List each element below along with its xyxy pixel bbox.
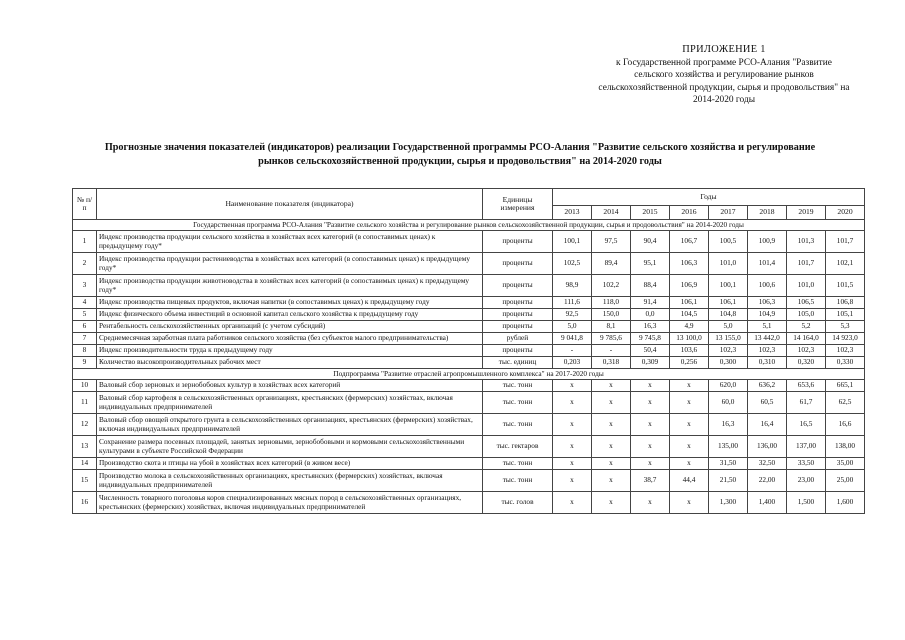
value-cell: 0,203: [553, 357, 592, 369]
value-cell: 100,5: [709, 231, 748, 253]
value-cell: х: [631, 380, 670, 392]
row-number: 11: [73, 392, 97, 414]
header-years: Годы: [553, 189, 865, 206]
value-cell: 1,300: [709, 492, 748, 514]
value-cell: 653,6: [787, 380, 826, 392]
value-cell: 101,7: [826, 231, 865, 253]
section-row: [73, 220, 865, 231]
value-cell: х: [670, 380, 709, 392]
appendix-block: [579, 44, 869, 107]
value-cell: 21,50: [709, 470, 748, 492]
value-cell: х: [631, 436, 670, 458]
value-cell: 1,600: [826, 492, 865, 514]
value-cell: 104,9: [748, 309, 787, 321]
row-number: 6: [73, 321, 97, 333]
table-row: [73, 357, 865, 369]
value-cell: 13 100,0: [670, 333, 709, 345]
header-year-2014: 2014: [592, 206, 631, 220]
appendix-line: сельского хозяйства и регулирование рынков: [634, 70, 814, 81]
value-cell: 8,1: [592, 321, 631, 333]
value-cell: 135,00: [709, 436, 748, 458]
value-cell: х: [592, 392, 631, 414]
row-number: 16: [73, 492, 97, 514]
value-cell: 5,0: [709, 321, 748, 333]
value-cell: 9 785,6: [592, 333, 631, 345]
value-cell: х: [592, 436, 631, 458]
value-cell: 25,00: [826, 470, 865, 492]
value-cell: 104,8: [709, 309, 748, 321]
indicator-name: Валовый сбор овощей открытого грунта в сельскохозяйственных организациях, крестьянских (фермерских) хозяйствах, включая индивидуальных предпринимателей: [97, 414, 483, 436]
unit-cell: проценты: [483, 231, 553, 253]
value-cell: 102,3: [826, 345, 865, 357]
value-cell: х: [670, 392, 709, 414]
header-year-2015: 2015: [631, 206, 670, 220]
header-name: Наименование показателя (индикатора): [97, 189, 483, 220]
value-cell: 60,5: [748, 392, 787, 414]
document-title-line: рынков сельскохозяйственной продукции, сырья и продовольствия" на 2014-2020 годы: [258, 155, 662, 167]
value-cell: 0,256: [670, 357, 709, 369]
row-number: 13: [73, 436, 97, 458]
unit-cell: тыс. тонн: [483, 458, 553, 470]
row-number: 10: [73, 380, 97, 392]
value-cell: 150,0: [592, 309, 631, 321]
value-cell: х: [631, 414, 670, 436]
indicator-name: Индекс производства продукции растениеводства в хозяйствах всех категорий (в сопоставимых ценах) к предыдущему году*: [97, 253, 483, 275]
value-cell: 16,5: [787, 414, 826, 436]
header-unit: Единицы измерения: [483, 189, 553, 220]
indicator-name: Валовый сбор картофеля в сельскохозяйственных организациях, крестьянских (фермерских) хозяйствах, включая индивидуальных предпринимателей: [97, 392, 483, 414]
unit-cell: проценты: [483, 309, 553, 321]
header-year-2013: 2013: [553, 206, 592, 220]
value-cell: 33,50: [787, 458, 826, 470]
header-year-2018: 2018: [748, 206, 787, 220]
unit-cell: тыс. тонн: [483, 392, 553, 414]
value-cell: 31,50: [709, 458, 748, 470]
indicator-name: Производство скота и птицы на убой в хозяйствах всех категорий (в живом весе): [97, 458, 483, 470]
table-row: [73, 436, 865, 458]
table-row: [73, 414, 865, 436]
value-cell: х: [631, 392, 670, 414]
value-cell: 101,3: [787, 231, 826, 253]
unit-cell: тыс. тонн: [483, 380, 553, 392]
value-cell: 91,4: [631, 297, 670, 309]
row-number: 7: [73, 333, 97, 345]
indicator-name: Индекс производства пищевых продуктов, включая напитки (в сопоставимых ценах) к предыдущему году: [97, 297, 483, 309]
value-cell: х: [553, 492, 592, 514]
table-row: [73, 297, 865, 309]
value-cell: 101,4: [748, 253, 787, 275]
value-cell: 5,1: [748, 321, 787, 333]
value-cell: 102,5: [553, 253, 592, 275]
value-cell: 61,7: [787, 392, 826, 414]
table-row: [73, 492, 865, 514]
value-cell: 136,00: [748, 436, 787, 458]
value-cell: 665,1: [826, 380, 865, 392]
value-cell: 101,0: [709, 253, 748, 275]
value-cell: х: [553, 380, 592, 392]
header-year-2019: 2019: [787, 206, 826, 220]
row-number: 12: [73, 414, 97, 436]
value-cell: х: [592, 492, 631, 514]
value-cell: 0,0: [631, 309, 670, 321]
value-cell: 44,4: [670, 470, 709, 492]
indicator-name: Среднемесячная заработная плата работников сельского хозяйства (без субъектов малого предпринимательства): [97, 333, 483, 345]
value-cell: х: [553, 414, 592, 436]
value-cell: 16,6: [826, 414, 865, 436]
value-cell: х: [670, 458, 709, 470]
value-cell: 1,500: [787, 492, 826, 514]
table-row: [73, 231, 865, 253]
indicator-name: Производство молока в сельскохозяйственных организациях, крестьянских (фермерских) хозяйствах, включая индивидуальных предпринимателей: [97, 470, 483, 492]
value-cell: х: [553, 470, 592, 492]
value-cell: 106,7: [670, 231, 709, 253]
value-cell: 0,300: [709, 357, 748, 369]
indicators-table: [72, 188, 865, 514]
value-cell: 102,3: [787, 345, 826, 357]
unit-cell: тыс. тонн: [483, 470, 553, 492]
unit-cell: проценты: [483, 345, 553, 357]
value-cell: 14 164,0: [787, 333, 826, 345]
value-cell: 89,4: [592, 253, 631, 275]
value-cell: 636,2: [748, 380, 787, 392]
indicator-name: Количество высокопроизводительных рабочих мест: [97, 357, 483, 369]
row-number: 1: [73, 231, 97, 253]
value-cell: 16,3: [709, 414, 748, 436]
value-cell: 0,310: [748, 357, 787, 369]
value-cell: 14 923,0: [826, 333, 865, 345]
value-cell: 1,400: [748, 492, 787, 514]
value-cell: 101,7: [787, 253, 826, 275]
value-cell: 106,9: [670, 275, 709, 297]
value-cell: 23,00: [787, 470, 826, 492]
header-num: № п/п: [73, 189, 97, 220]
value-cell: 101,5: [826, 275, 865, 297]
value-cell: 104,5: [670, 309, 709, 321]
value-cell: 0,318: [592, 357, 631, 369]
value-cell: 32,50: [748, 458, 787, 470]
value-cell: 103,6: [670, 345, 709, 357]
value-cell: 88,4: [631, 275, 670, 297]
value-cell: х: [670, 492, 709, 514]
value-cell: 5,3: [826, 321, 865, 333]
section-title: Государственная программа РСО-Алания "Развитие сельского хозяйства и регулирование рынков сельскохозяйственной продукции, сырья и продовольствия" на 2014-2020 годы: [73, 220, 865, 231]
value-cell: 9 041,8: [553, 333, 592, 345]
appendix-header: ПРИЛОЖЕНИЕ 1: [682, 44, 766, 55]
value-cell: 5,2: [787, 321, 826, 333]
value-cell: 4,9: [670, 321, 709, 333]
value-cell: 100,6: [748, 275, 787, 297]
table-row: [73, 458, 865, 470]
indicator-name: Сохранение размера посевных площадей, занятых зерновыми, зернобобовыми и кормовыми сельскохозяйственными культурами в субъекте Российской Федерации: [97, 436, 483, 458]
value-cell: 5,0: [553, 321, 592, 333]
value-cell: х: [631, 458, 670, 470]
value-cell: 13 155,0: [709, 333, 748, 345]
unit-cell: проценты: [483, 253, 553, 275]
value-cell: 106,1: [709, 297, 748, 309]
header-year-2017: 2017: [709, 206, 748, 220]
value-cell: 16,3: [631, 321, 670, 333]
value-cell: 97,5: [592, 231, 631, 253]
table-row: [73, 275, 865, 297]
value-cell: 0,320: [787, 357, 826, 369]
indicator-name: Индекс физического объема инвестиций в основной капитал сельского хозяйства к предыдущему году: [97, 309, 483, 321]
value-cell: х: [670, 414, 709, 436]
value-cell: 0,309: [631, 357, 670, 369]
value-cell: 102,2: [592, 275, 631, 297]
value-cell: 50,4: [631, 345, 670, 357]
row-number: 3: [73, 275, 97, 297]
value-cell: 60,0: [709, 392, 748, 414]
indicator-name: Рентабельность сельскохозяйственных организаций (с учетом субсидий): [97, 321, 483, 333]
table-row: [73, 333, 865, 345]
value-cell: 106,5: [787, 297, 826, 309]
value-cell: х: [670, 436, 709, 458]
document-title-line: Прогнозные значения показателей (индикаторов) реализации Государственной программы РСО-Алания "Развитие сельского хозяйства и регулирование: [104, 142, 816, 153]
appendix-line: сельскохозяйственной продукции, сырья и продовольствия" на: [598, 82, 850, 93]
value-cell: 92,5: [553, 309, 592, 321]
value-cell: 16,4: [748, 414, 787, 436]
value-cell: 106,3: [670, 253, 709, 275]
table-row: [73, 253, 865, 275]
value-cell: х: [553, 392, 592, 414]
appendix-line: 2014-2020 годы: [692, 95, 756, 106]
value-cell: х: [592, 470, 631, 492]
unit-cell: тыс. единиц: [483, 357, 553, 369]
indicator-name: Численность товарного поголовья коров специализированных мясных пород в сельскохозяйственных организациях, крестьянских (фермерских) хозяйствах, включая индивидуальных предпринимателей: [97, 492, 483, 514]
value-cell: 102,1: [826, 253, 865, 275]
header-year-2016: 2016: [670, 206, 709, 220]
table-row: [73, 380, 865, 392]
value-cell: -: [592, 345, 631, 357]
unit-cell: тыс. тонн: [483, 414, 553, 436]
value-cell: х: [592, 414, 631, 436]
table-row: [73, 321, 865, 333]
unit-cell: рублей: [483, 333, 553, 345]
value-cell: 13 442,0: [748, 333, 787, 345]
unit-cell: тыс. голов: [483, 492, 553, 514]
value-cell: 111,6: [553, 297, 592, 309]
value-cell: 101,0: [787, 275, 826, 297]
value-cell: 100,9: [748, 231, 787, 253]
row-number: 9: [73, 357, 97, 369]
value-cell: 90,4: [631, 231, 670, 253]
indicator-name: Индекс производства продукции животноводства в хозяйствах всех категорий (в сопоставимых ценах) к предыдущему году*: [97, 275, 483, 297]
appendix-line: к Государственной программе РСО-Алания "Развитие: [616, 57, 832, 68]
row-number: 8: [73, 345, 97, 357]
value-cell: 118,0: [592, 297, 631, 309]
unit-cell: тыс. гектаров: [483, 436, 553, 458]
indicator-name: Индекс производства продукции сельского хозяйства в хозяйствах всех категорий (в сопоставимых ценах) к предыдущему году*: [97, 231, 483, 253]
value-cell: 137,00: [787, 436, 826, 458]
unit-cell: проценты: [483, 321, 553, 333]
value-cell: 0,330: [826, 357, 865, 369]
header-year-2020: 2020: [826, 206, 865, 220]
value-cell: 95,1: [631, 253, 670, 275]
value-cell: 105,0: [787, 309, 826, 321]
value-cell: х: [592, 458, 631, 470]
value-cell: х: [592, 380, 631, 392]
row-number: 15: [73, 470, 97, 492]
value-cell: х: [553, 436, 592, 458]
table-row: [73, 309, 865, 321]
table-row: [73, 345, 865, 357]
value-cell: 100,1: [709, 275, 748, 297]
row-number: 14: [73, 458, 97, 470]
table-row: [73, 392, 865, 414]
value-cell: 22,00: [748, 470, 787, 492]
value-cell: 102,3: [709, 345, 748, 357]
value-cell: -: [553, 345, 592, 357]
indicator-name: Индекс производительности труда к предыдущему году: [97, 345, 483, 357]
row-number: 4: [73, 297, 97, 309]
unit-cell: проценты: [483, 297, 553, 309]
value-cell: 106,1: [670, 297, 709, 309]
value-cell: 62,5: [826, 392, 865, 414]
value-cell: 9 745,8: [631, 333, 670, 345]
value-cell: 138,00: [826, 436, 865, 458]
value-cell: 100,1: [553, 231, 592, 253]
row-number: 2: [73, 253, 97, 275]
value-cell: х: [631, 492, 670, 514]
unit-cell: проценты: [483, 275, 553, 297]
value-cell: 105,1: [826, 309, 865, 321]
table-row: [73, 470, 865, 492]
value-cell: 106,8: [826, 297, 865, 309]
value-cell: 35,00: [826, 458, 865, 470]
value-cell: х: [553, 458, 592, 470]
indicator-name: Валовый сбор зерновых и зернобобовых культур в хозяйствах всех категорий: [97, 380, 483, 392]
value-cell: 620,0: [709, 380, 748, 392]
value-cell: 38,7: [631, 470, 670, 492]
section-title: Подпрограмма "Развитие отраслей агропромышленного комплекса" на 2017-2020 годы: [73, 369, 865, 380]
document-title: [60, 141, 860, 168]
row-number: 5: [73, 309, 97, 321]
value-cell: 106,3: [748, 297, 787, 309]
value-cell: 102,3: [748, 345, 787, 357]
value-cell: 98,9: [553, 275, 592, 297]
section-row: [73, 369, 865, 380]
